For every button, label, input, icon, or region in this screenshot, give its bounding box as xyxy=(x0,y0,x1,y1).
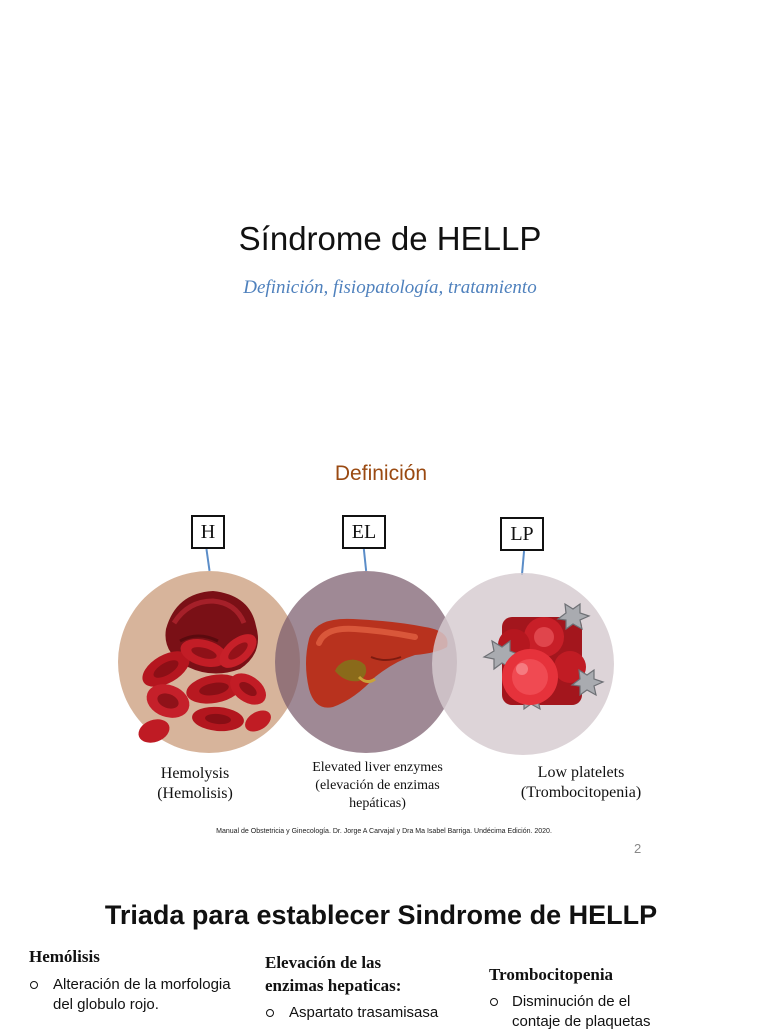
column-liver-heading-line2: enzimas hepaticas: xyxy=(265,975,402,995)
connector-lp xyxy=(521,551,525,575)
caption-platelets xyxy=(496,763,666,803)
label-el-box: EL xyxy=(342,515,386,549)
column-liver-bullet-line1: Aspartato trasamisasa xyxy=(289,1004,439,1021)
platelets-icon xyxy=(432,573,614,755)
column-hemolysis-bullet-line1: Alteración de la morfologia xyxy=(53,976,231,993)
liver-enzymes-circle xyxy=(275,571,457,753)
caption-hemolysis xyxy=(120,764,270,804)
slide2-title: Definición xyxy=(334,462,428,485)
slide1-title: Síndrome de HELLP xyxy=(238,220,542,257)
hemolysis-circle xyxy=(118,571,300,753)
column-liver-bullet xyxy=(289,1003,438,1023)
caption-liver-line3: hepáticas) xyxy=(349,796,406,812)
column-platelets-bullet-line1: Disminución de el xyxy=(512,993,631,1010)
label-lp-box: LP xyxy=(500,517,544,551)
column-platelets-heading: Trombocitopenia xyxy=(489,965,614,984)
column-hemolysis-bullet xyxy=(53,975,231,1016)
connector-el xyxy=(363,549,367,571)
caption-hemolysis-line1: Hemolysis xyxy=(160,765,230,782)
reference-citation: Manual de Obstetricia y Ginecología. Dr. Jorge A Carvajal y Dra Ma Isabel Barriga. Undécima Edición. 2020. xyxy=(216,828,552,835)
caption-liver-enzymes xyxy=(290,759,465,814)
bullet-circle-icon xyxy=(30,981,38,989)
bullet-circle-icon xyxy=(490,998,498,1006)
slide3-title: Triada para establecer Sindrome de HELLP xyxy=(104,900,658,930)
column-liver-heading-line1: Elevación de las xyxy=(265,953,382,972)
column-platelets-bullet xyxy=(512,992,650,1033)
caption-liver-line1: Elevated liver enzymes xyxy=(312,760,443,775)
column-hemolysis-bullet-line2: del globulo rojo. xyxy=(53,996,159,1014)
caption-hemolysis-line2: (Hemolisis) xyxy=(157,785,233,802)
caption-liver-line2: (elevación de enzimas xyxy=(315,778,440,794)
liver-icon xyxy=(275,571,457,753)
slide1-subtitle: Definición, fisiopatología, tratamiento xyxy=(243,277,537,298)
red-blood-cells-icon xyxy=(118,571,300,753)
page-number: 2 xyxy=(634,841,642,856)
label-h-box: H xyxy=(191,515,225,549)
column-platelets-bullet-line2: contaje de plaquetas xyxy=(512,1013,651,1031)
connector-h xyxy=(205,549,210,571)
bullet-circle-icon xyxy=(266,1009,274,1017)
column-liver-heading xyxy=(265,952,401,998)
platelets-circle xyxy=(432,573,614,755)
caption-platelets-line2: (Trombocitopenia) xyxy=(520,784,642,801)
column-hemolysis-heading: Hemólisis xyxy=(29,947,100,966)
caption-platelets-line1: Low platelets xyxy=(537,764,625,781)
